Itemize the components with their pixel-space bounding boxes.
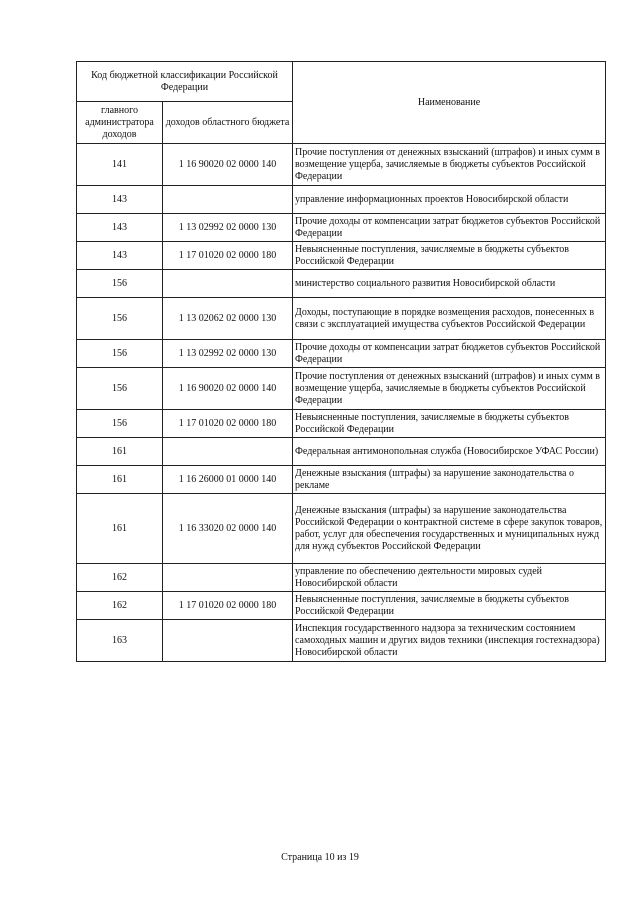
table-row [77, 340, 606, 368]
table-row [77, 564, 606, 592]
header-admin-code: главного администратора доходов [77, 102, 163, 144]
header-name: Наименование [293, 62, 606, 144]
budget-classification-table [76, 61, 606, 662]
table-row [77, 438, 606, 466]
income-code-cell [163, 186, 293, 214]
table-row [77, 368, 606, 410]
name-cell: Невыясненные поступления, зачисляемые в бюджеты субъектов Российской Федерации [293, 410, 606, 438]
table-row [77, 270, 606, 298]
admin-code-cell: 156 [77, 368, 163, 410]
admin-code-cell: 163 [77, 620, 163, 662]
admin-code-cell: 162 [77, 564, 163, 592]
table-row [77, 144, 606, 186]
income-code-cell [163, 564, 293, 592]
income-code-cell: 1 13 02992 02 0000 130 [163, 214, 293, 242]
income-code-cell: 1 16 33020 02 0000 140 [163, 494, 293, 564]
income-code-cell [163, 270, 293, 298]
admin-code-cell: 156 [77, 410, 163, 438]
name-cell: Денежные взыскания (штрафы) за нарушение законодательства о рекламе [293, 466, 606, 494]
table-row [77, 242, 606, 270]
income-code-cell [163, 620, 293, 662]
name-cell: Прочие поступления от денежных взысканий (штрафов) и иных сумм в возмещение ущерба, зачисляемые в бюджеты субъектов Российской Федерации [293, 144, 606, 186]
name-cell: Денежные взыскания (штрафы) за нарушение законодательства Российской Федерации о контрактной системе в сфере закупок товаров, работ, услуг для обеспечения государственных и муниципальных нужд для нужд субъектов Российской Федерации [293, 494, 606, 564]
name-cell: Инспекция государственного надзора за техническим состоянием самоходных машин и других видов техники (инспекция гостехнадзора) Новосибирской области [293, 620, 606, 662]
income-code-cell: 1 17 01020 02 0000 180 [163, 242, 293, 270]
income-code-cell [163, 438, 293, 466]
header-income-code: доходов областного бюджета [163, 102, 293, 144]
income-code-cell: 1 13 02992 02 0000 130 [163, 340, 293, 368]
table-row [77, 620, 606, 662]
name-cell: Прочие доходы от компенсации затрат бюджетов субъектов Российской Федерации [293, 214, 606, 242]
name-cell: Доходы, поступающие в порядке возмещения расходов, понесенных в связи с эксплуатацией имущества субъектов Российской Федерации [293, 298, 606, 340]
income-code-cell: 1 16 90020 02 0000 140 [163, 144, 293, 186]
table-row [77, 214, 606, 242]
admin-code-cell: 162 [77, 592, 163, 620]
table-row [77, 186, 606, 214]
table-header [77, 62, 606, 144]
name-cell: Прочие доходы от компенсации затрат бюджетов субъектов Российской Федерации [293, 340, 606, 368]
admin-code-cell: 156 [77, 270, 163, 298]
table-row [77, 494, 606, 564]
admin-code-cell: 161 [77, 494, 163, 564]
name-cell: управление информационных проектов Новосибирской области [293, 186, 606, 214]
admin-code-cell: 156 [77, 340, 163, 368]
admin-code-cell: 156 [77, 298, 163, 340]
name-cell: Федеральная антимонопольная служба (Новосибирское УФАС России) [293, 438, 606, 466]
income-code-cell: 1 16 90020 02 0000 140 [163, 368, 293, 410]
table-body [77, 144, 606, 662]
table-row [77, 466, 606, 494]
income-code-cell: 1 13 02062 02 0000 130 [163, 298, 293, 340]
name-cell: Невыясненные поступления, зачисляемые в бюджеты субъектов Российской Федерации [293, 592, 606, 620]
table-row [77, 592, 606, 620]
name-cell: министерство социального развития Новосибирской области [293, 270, 606, 298]
name-cell: управление по обеспечению деятельности мировых судей Новосибирской области [293, 564, 606, 592]
page-number: Страница 10 из 19 [281, 852, 359, 863]
admin-code-cell: 161 [77, 438, 163, 466]
name-cell: Невыясненные поступления, зачисляемые в бюджеты субъектов Российской Федерации [293, 242, 606, 270]
admin-code-cell: 143 [77, 186, 163, 214]
admin-code-cell: 161 [77, 466, 163, 494]
table-row [77, 298, 606, 340]
admin-code-cell: 143 [77, 214, 163, 242]
header-budget-code-group: Код бюджетной классификации Российской Федерации [77, 62, 293, 102]
income-code-cell: 1 17 01020 02 0000 180 [163, 592, 293, 620]
table-row [77, 410, 606, 438]
admin-code-cell: 143 [77, 242, 163, 270]
income-code-cell: 1 16 26000 01 0000 140 [163, 466, 293, 494]
name-cell: Прочие поступления от денежных взысканий (штрафов) и иных сумм в возмещение ущерба, зачисляемые в бюджеты субъектов Российской Федерации [293, 368, 606, 410]
income-code-cell: 1 17 01020 02 0000 180 [163, 410, 293, 438]
admin-code-cell: 141 [77, 144, 163, 186]
